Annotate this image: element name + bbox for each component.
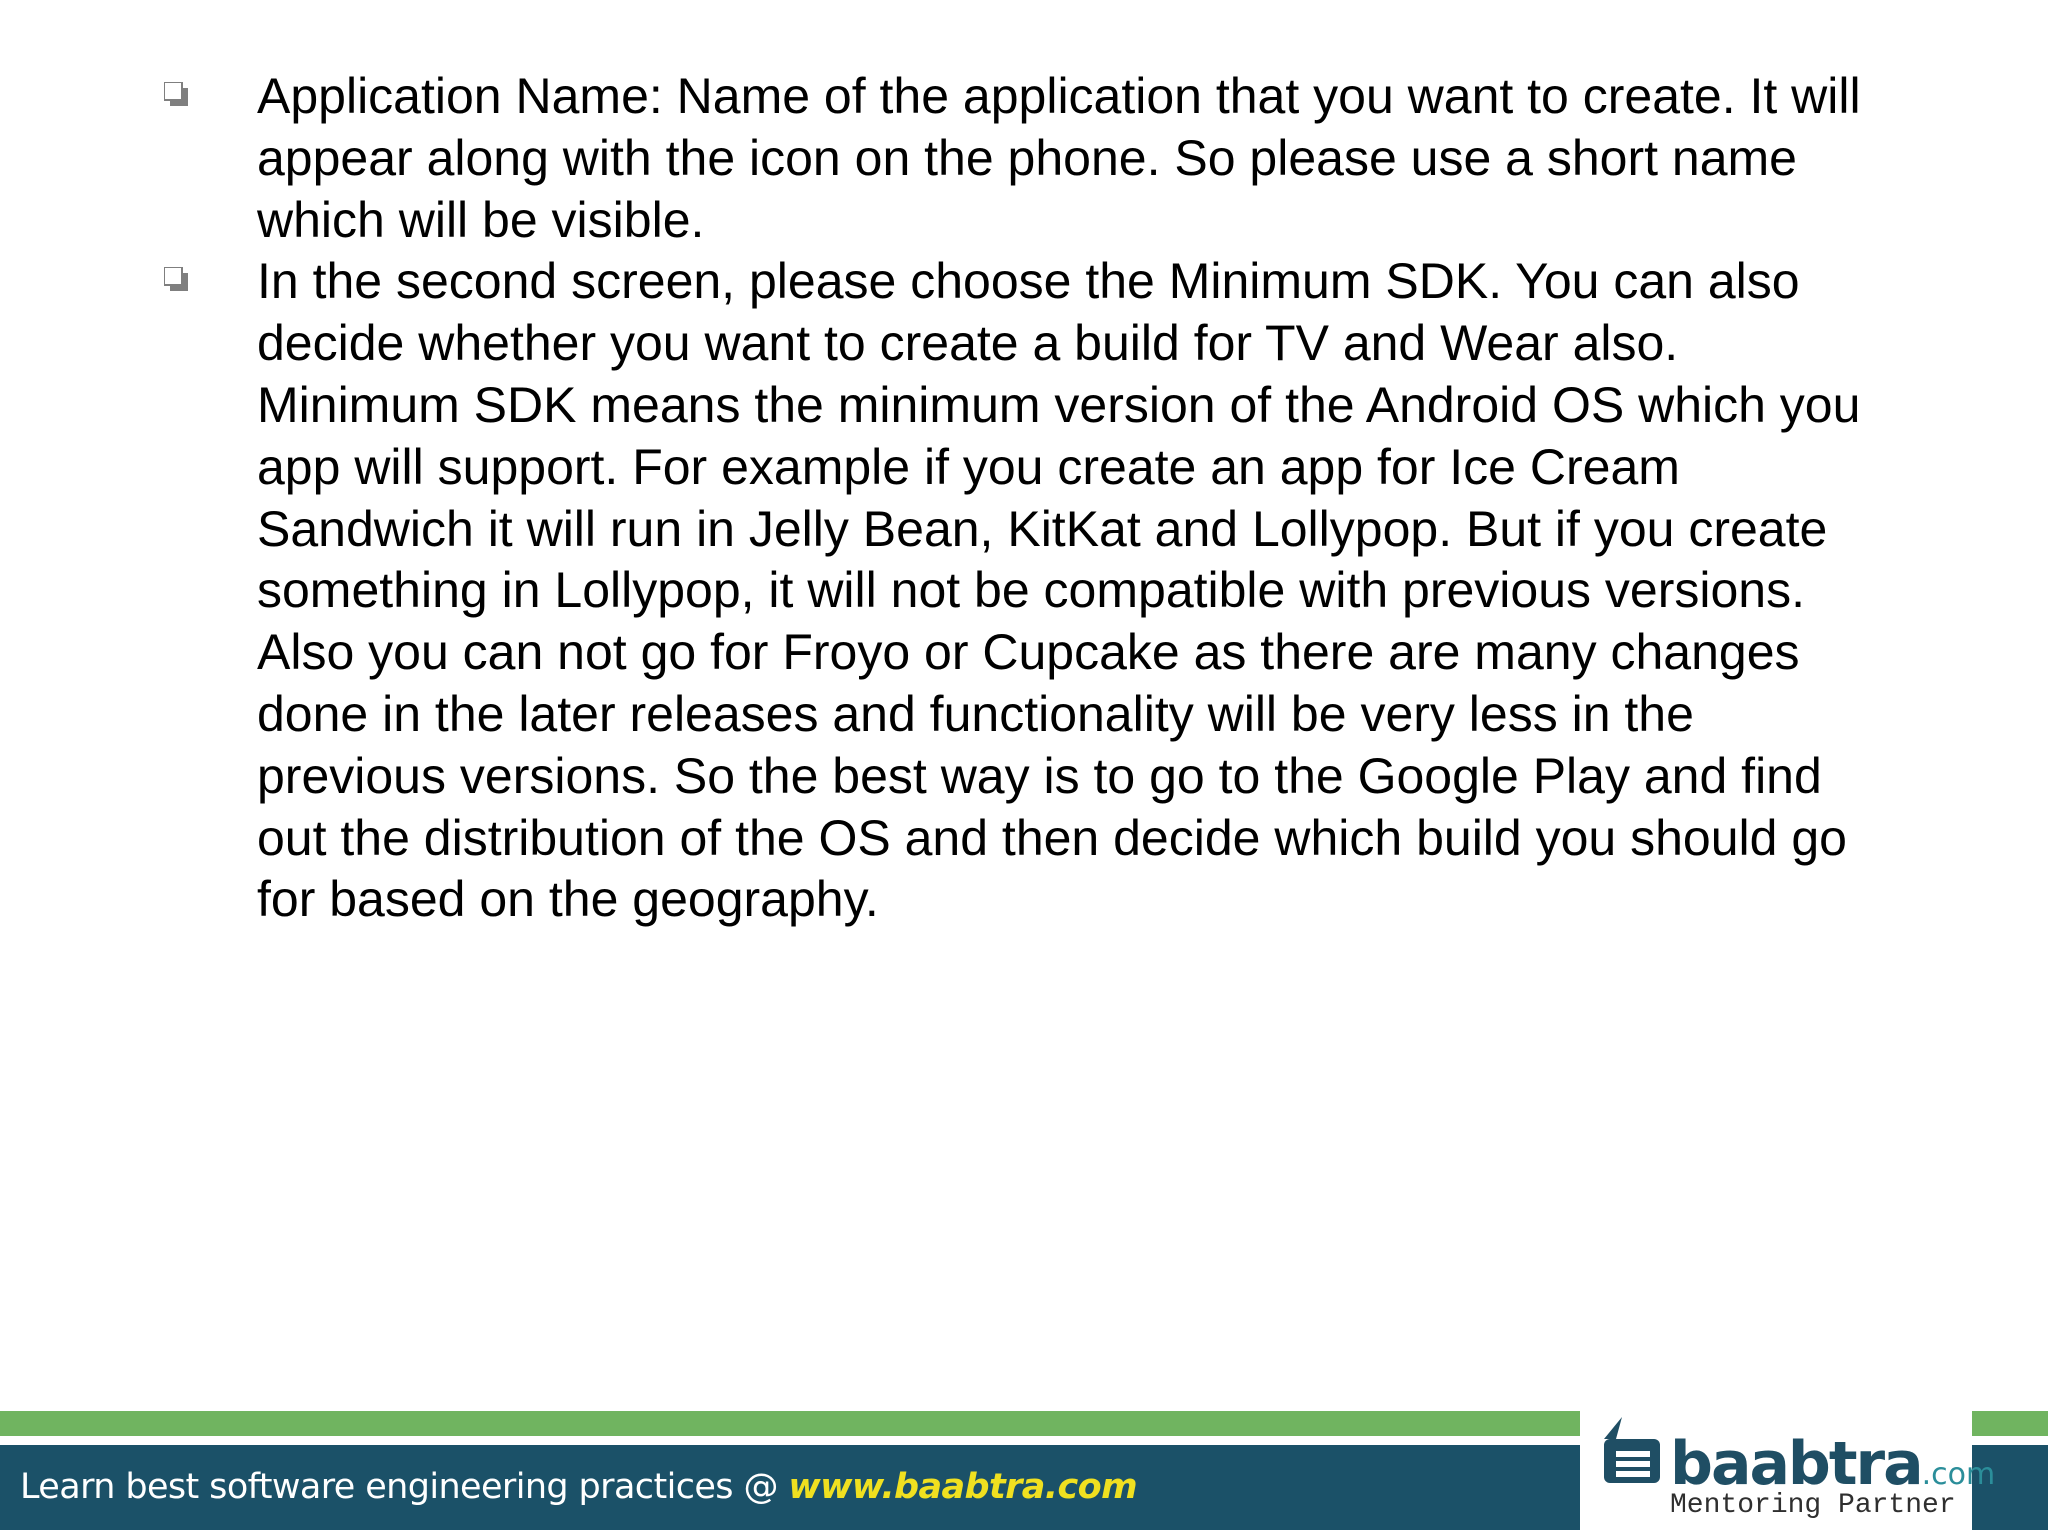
bullet-item-application-name (158, 66, 1878, 251)
logo-word: baabtra (1670, 1429, 1922, 1499)
baabtra-logo-icon (1600, 1415, 1670, 1500)
footer-banner (0, 1411, 2048, 1536)
logo-subtitle: Mentoring Partner (1670, 1490, 1956, 1521)
footer-tagline (20, 1465, 1137, 1509)
bullet-item-minimum-sdk (158, 251, 1878, 931)
square-bullet-icon (164, 82, 188, 106)
logo-suffix: .com (1921, 1457, 1996, 1492)
baabtra-logo (1580, 1411, 1996, 1536)
bullet-text: In the second screen, please choose the Minimum SDK. You can also decide whether you want to create a build for TV and Wear also. Minimum SDK means the minimum version of the Android OS which you app will support. For example if you create an app for Ice Cream Sandwich it will run in Jelly Bean, KitKat and Lollypop. But if you create something in Lollypop, it will not be compatible with previous versions. Also you can not go for Froyo or Cupcake as there are many changes done in the later releases and functionality will be very less in the previous versions. So the best way is to go to the Google Play and find out the distribution of the OS and then decide which build you should go for based on the geography. (257, 253, 1861, 928)
footer-green-stripe (0, 1411, 1580, 1436)
footer-tagline-text: Learn best software engineering practices @ (20, 1467, 789, 1507)
slide-content (158, 66, 1878, 931)
footer-link[interactable]: www.baabtra.com (788, 1467, 1137, 1507)
square-bullet-icon (164, 267, 188, 291)
bullet-text: Application Name: Name of the application that you want to create. It will appear along with the icon on the phone. So please use a short name which will be visible. (257, 68, 1861, 248)
